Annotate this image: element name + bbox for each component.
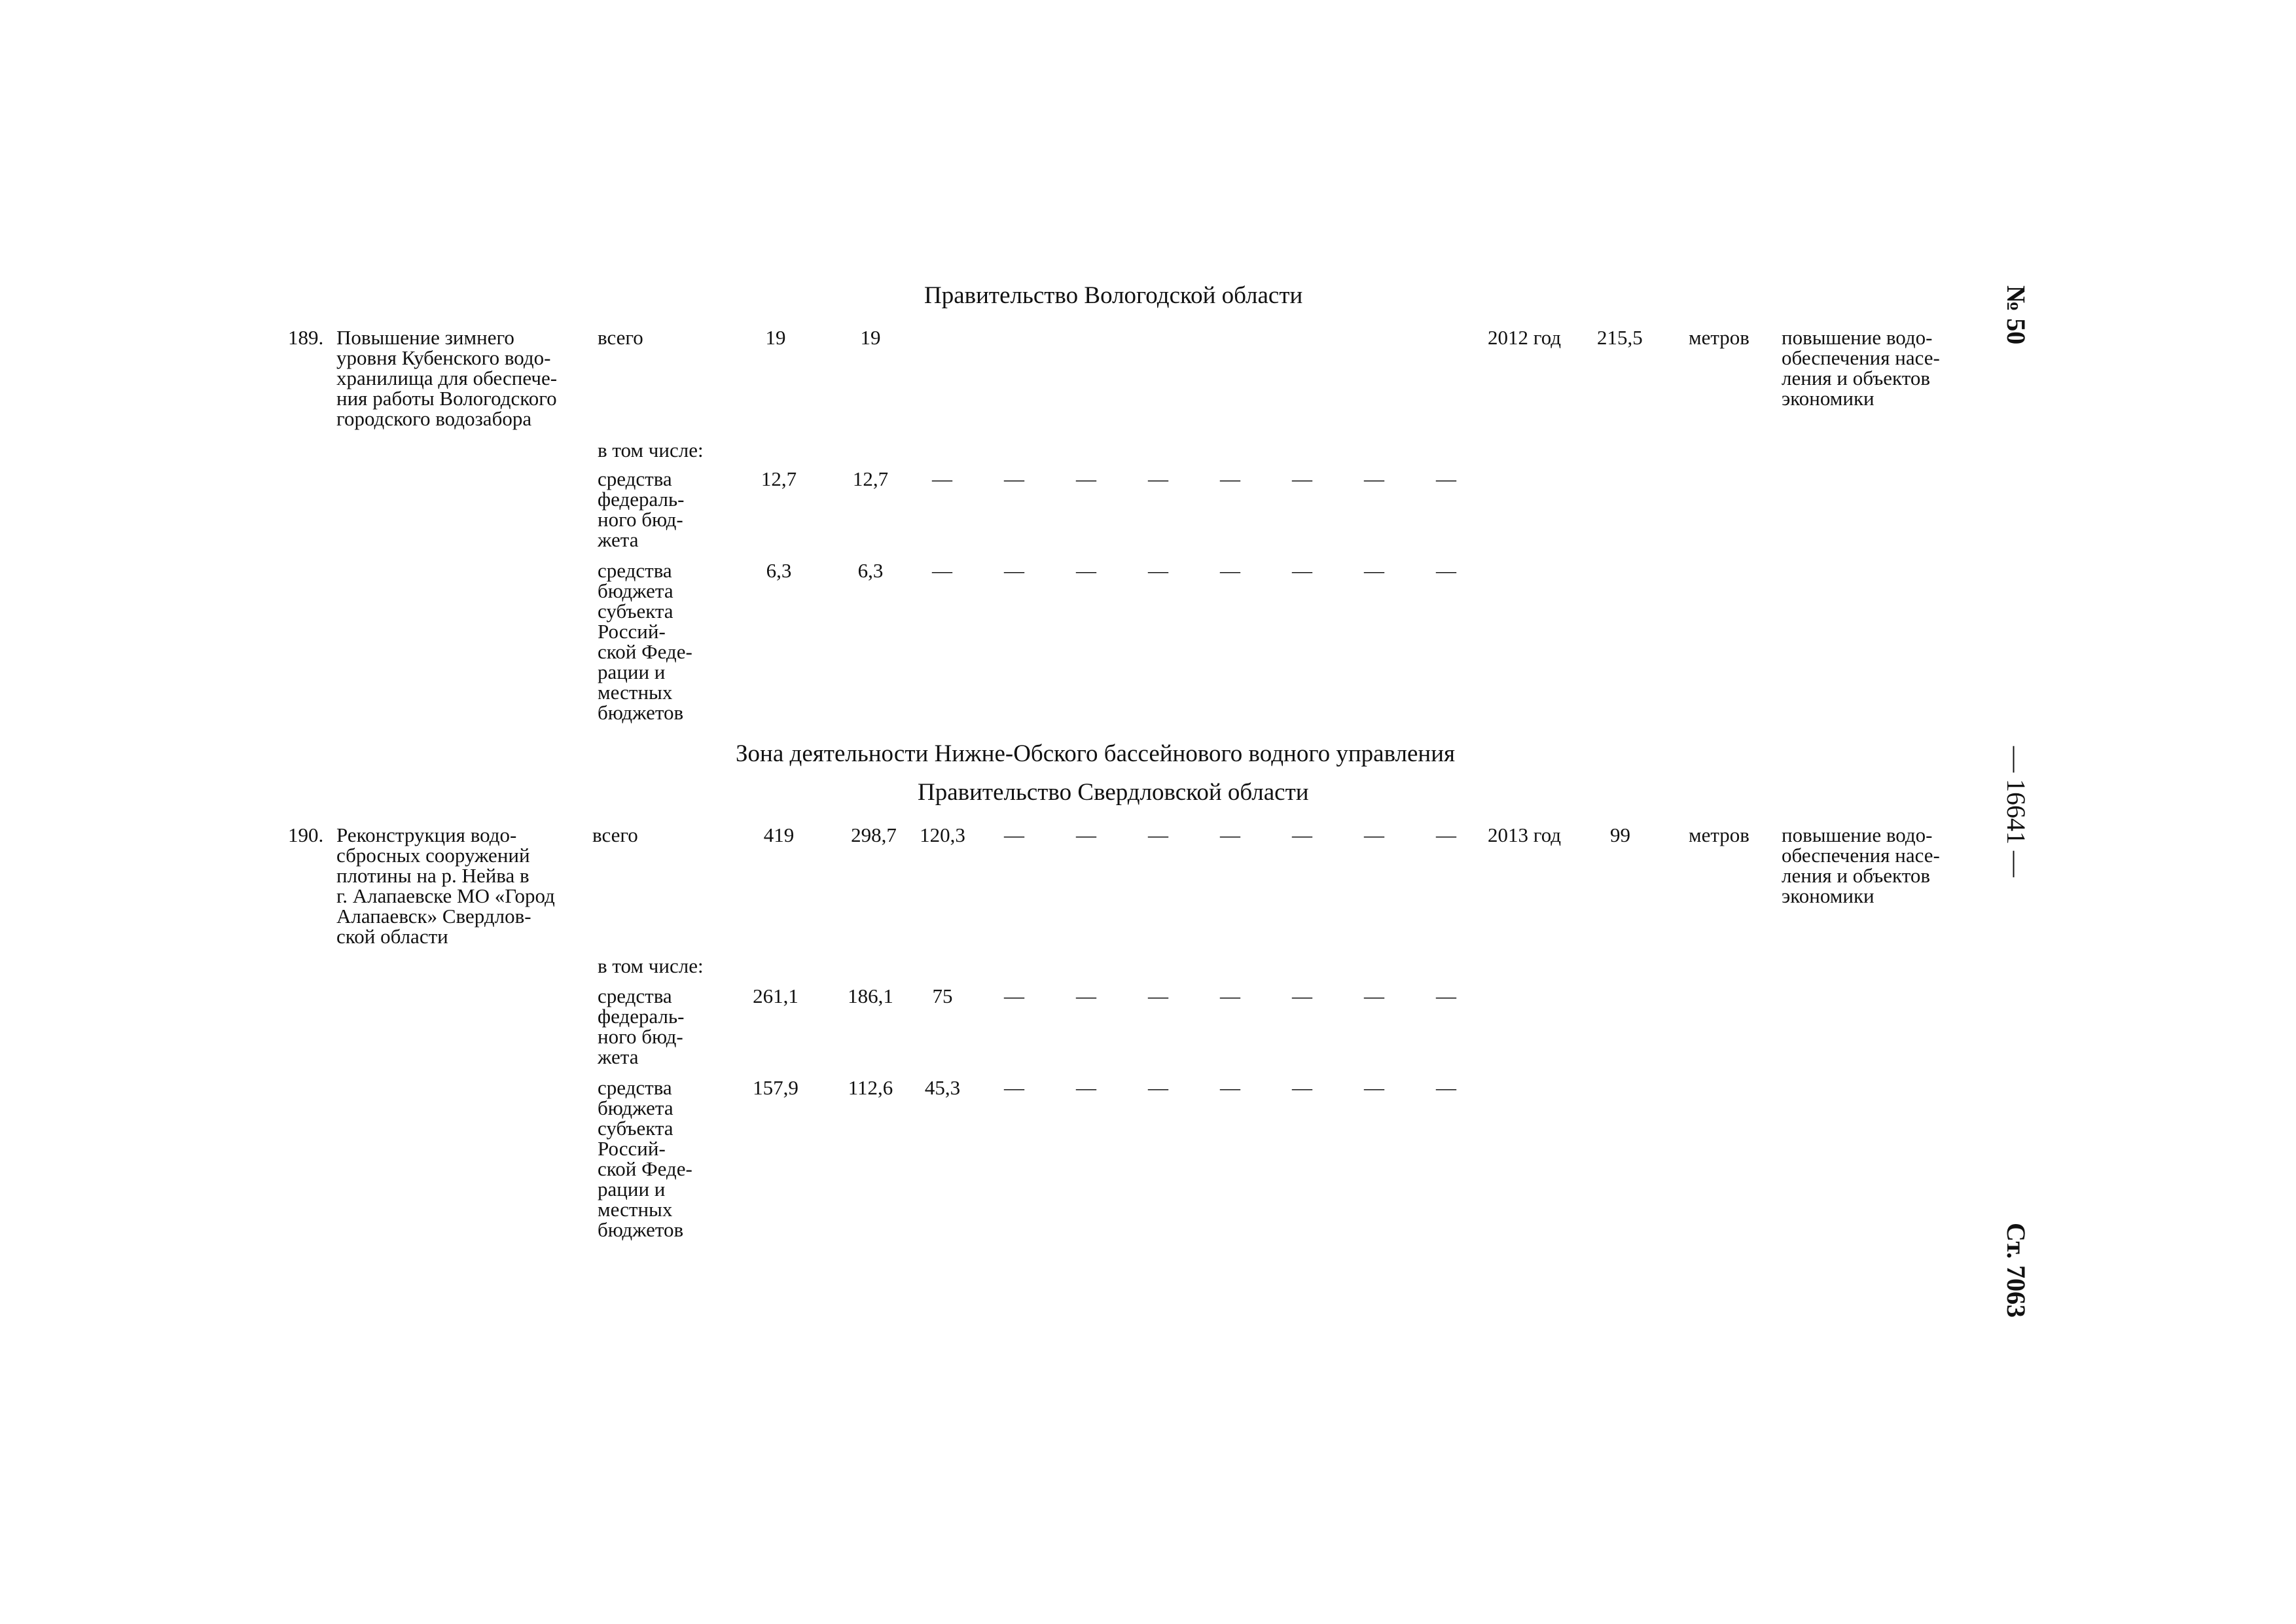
purpose-line: экономики (1782, 387, 1874, 410)
empty-cell-dash: — (1292, 823, 1312, 846)
empty-cell-dash: — (1076, 1076, 1096, 1099)
label-line: бюджетов (598, 1218, 684, 1241)
purpose-text (1782, 825, 1978, 906)
description-line: Повышение зимнего (336, 326, 514, 349)
empty-cell-dash: — (1220, 984, 1240, 1007)
label-line: ской Феде- (598, 640, 692, 663)
empty-cell-dash: — (1436, 823, 1456, 846)
regional-total: 6,3 (766, 559, 792, 582)
total-value: 19 (765, 326, 786, 349)
empty-cell-dash: — (1004, 984, 1024, 1007)
empty-cell-dash: — (1364, 467, 1384, 490)
year-value: 120,3 (920, 823, 965, 846)
federal-year-value: 186,1 (848, 984, 893, 1007)
empty-cell-dash: — (1004, 1076, 1024, 1099)
entry-number: 190. (288, 823, 324, 846)
empty-cell-dash: — (1292, 467, 1312, 490)
unit-label: метров (1689, 823, 1749, 846)
entry-description (336, 825, 581, 947)
year-value: 298,7 (851, 823, 897, 846)
label-line: бюджета (598, 579, 673, 602)
year-value: 19 (860, 326, 881, 349)
label-line: средства (598, 559, 672, 582)
purpose-text (1782, 327, 1978, 408)
empty-cell-dash: — (1292, 984, 1312, 1007)
empty-cell-dash: — (1148, 823, 1168, 846)
purpose-line: экономики (1782, 884, 1874, 907)
purpose-line: ления и объектов (1782, 864, 1930, 887)
description-line: г. Алапаевске МО «Город (336, 884, 555, 907)
empty-cell-dash: — (1076, 984, 1096, 1007)
capacity-value: 215,5 (1597, 326, 1643, 349)
empty-cell-dash: — (1436, 1076, 1456, 1099)
empty-cell-dash: — (1364, 984, 1384, 1007)
description-line: хранилища для обеспече- (336, 367, 558, 389)
label-line: субъекта (598, 600, 673, 623)
empty-cell-dash: — (1292, 1076, 1312, 1099)
label-line: федераль- (598, 1005, 685, 1028)
empty-cell-dash: — (932, 559, 952, 582)
total-label: всего (592, 823, 638, 846)
federal-year-value: 75 (932, 984, 953, 1007)
regional-year-value: 112,6 (848, 1076, 893, 1099)
capacity-value: 99 (1610, 823, 1630, 846)
including-label: в том числе: (598, 954, 704, 977)
description-line: плотины на р. Нейва в (336, 864, 529, 887)
description-line: уровня Кубенского водо- (336, 346, 551, 369)
label-line: ного бюд- (598, 508, 683, 531)
label-line: средства (598, 984, 672, 1007)
description-line: ния работы Вологодского (336, 387, 557, 410)
empty-cell-dash: — (932, 467, 952, 490)
label-line: бюджетов (598, 701, 684, 724)
completion-year: 2012 год (1488, 326, 1562, 349)
empty-cell-dash: — (1364, 559, 1384, 582)
regional-year-value: 6,3 (857, 559, 884, 582)
including-label: в том числе: (598, 439, 704, 461)
empty-cell-dash: — (1436, 559, 1456, 582)
empty-cell-dash: — (1148, 1076, 1168, 1099)
empty-cell-dash: — (1364, 1076, 1384, 1099)
description-line: сбросных сооружений (336, 844, 530, 867)
purpose-line: повышение водо- (1782, 823, 1933, 846)
label-line: субъекта (598, 1117, 673, 1140)
article-number: Ст. 7063 (2001, 1223, 2031, 1318)
entry-description (336, 327, 581, 429)
purpose-line: обеспечения насе- (1782, 844, 1940, 867)
empty-cell-dash: — (1436, 467, 1456, 490)
empty-cell-dash: — (1148, 467, 1168, 490)
federal-budget-label (598, 469, 712, 550)
empty-cell-dash: — (1004, 559, 1024, 582)
empty-cell-dash: — (1076, 823, 1096, 846)
empty-cell-dash: — (1220, 467, 1240, 490)
label-line: средства (598, 1076, 672, 1099)
description-line: Алапаевск» Свердлов- (336, 905, 531, 928)
label-line: рации и (598, 660, 666, 683)
total-value: 419 (763, 823, 795, 846)
description-line: ской области (336, 925, 448, 948)
label-line: бюджета (598, 1096, 673, 1119)
description-line: городского водозабора (336, 407, 532, 430)
section-heading-vologda: Правительство Вологодской области (924, 282, 1303, 309)
label-line: Россий- (598, 620, 666, 643)
entry-number: 189. (288, 326, 324, 349)
regional-total: 157,9 (753, 1076, 798, 1099)
empty-cell-dash: — (1220, 559, 1240, 582)
federal-budget-label (598, 986, 712, 1067)
total-label: всего (598, 326, 643, 349)
purpose-line: ления и объектов (1782, 367, 1930, 389)
page-number: — 16641 — (2001, 746, 2031, 877)
regional-budget-label (598, 560, 712, 723)
regional-year-value: 45,3 (924, 1076, 961, 1099)
label-line: жета (598, 1045, 639, 1068)
empty-cell-dash: — (1220, 823, 1240, 846)
empty-cell-dash: — (1220, 1076, 1240, 1099)
label-line: ного бюд- (598, 1025, 683, 1048)
empty-cell-dash: — (1004, 467, 1024, 490)
issue-number: № 50 (2001, 285, 2031, 345)
label-line: местных (598, 1198, 673, 1221)
label-line: федераль- (598, 488, 685, 511)
section-heading-sverdlovsk: Правительство Свердловской области (918, 779, 1309, 806)
purpose-line: обеспечения насе- (1782, 346, 1940, 369)
empty-cell-dash: — (1148, 984, 1168, 1007)
completion-year: 2013 год (1488, 823, 1562, 846)
empty-cell-dash: — (1148, 559, 1168, 582)
label-line: средства (598, 467, 672, 490)
empty-cell-dash: — (1076, 559, 1096, 582)
empty-cell-dash: — (1076, 467, 1096, 490)
empty-cell-dash: — (1292, 559, 1312, 582)
label-line: ской Феде- (598, 1157, 692, 1180)
description-line: Реконструкция водо- (336, 823, 517, 846)
empty-cell-dash: — (1364, 823, 1384, 846)
empty-cell-dash: — (1436, 984, 1456, 1007)
label-line: рации и (598, 1178, 666, 1200)
label-line: жета (598, 528, 639, 551)
regional-budget-label (598, 1077, 712, 1240)
label-line: местных (598, 681, 673, 704)
federal-year-value: 12,7 (852, 467, 889, 490)
federal-total: 261,1 (753, 984, 798, 1007)
federal-total: 12,7 (761, 467, 797, 490)
purpose-line: повышение водо- (1782, 326, 1933, 349)
empty-cell-dash: — (1004, 823, 1024, 846)
unit-label: метров (1689, 326, 1749, 349)
zone-heading: Зона деятельности Нижне-Обского бассейнового водного управления (736, 740, 1456, 767)
label-line: Россий- (598, 1137, 666, 1160)
